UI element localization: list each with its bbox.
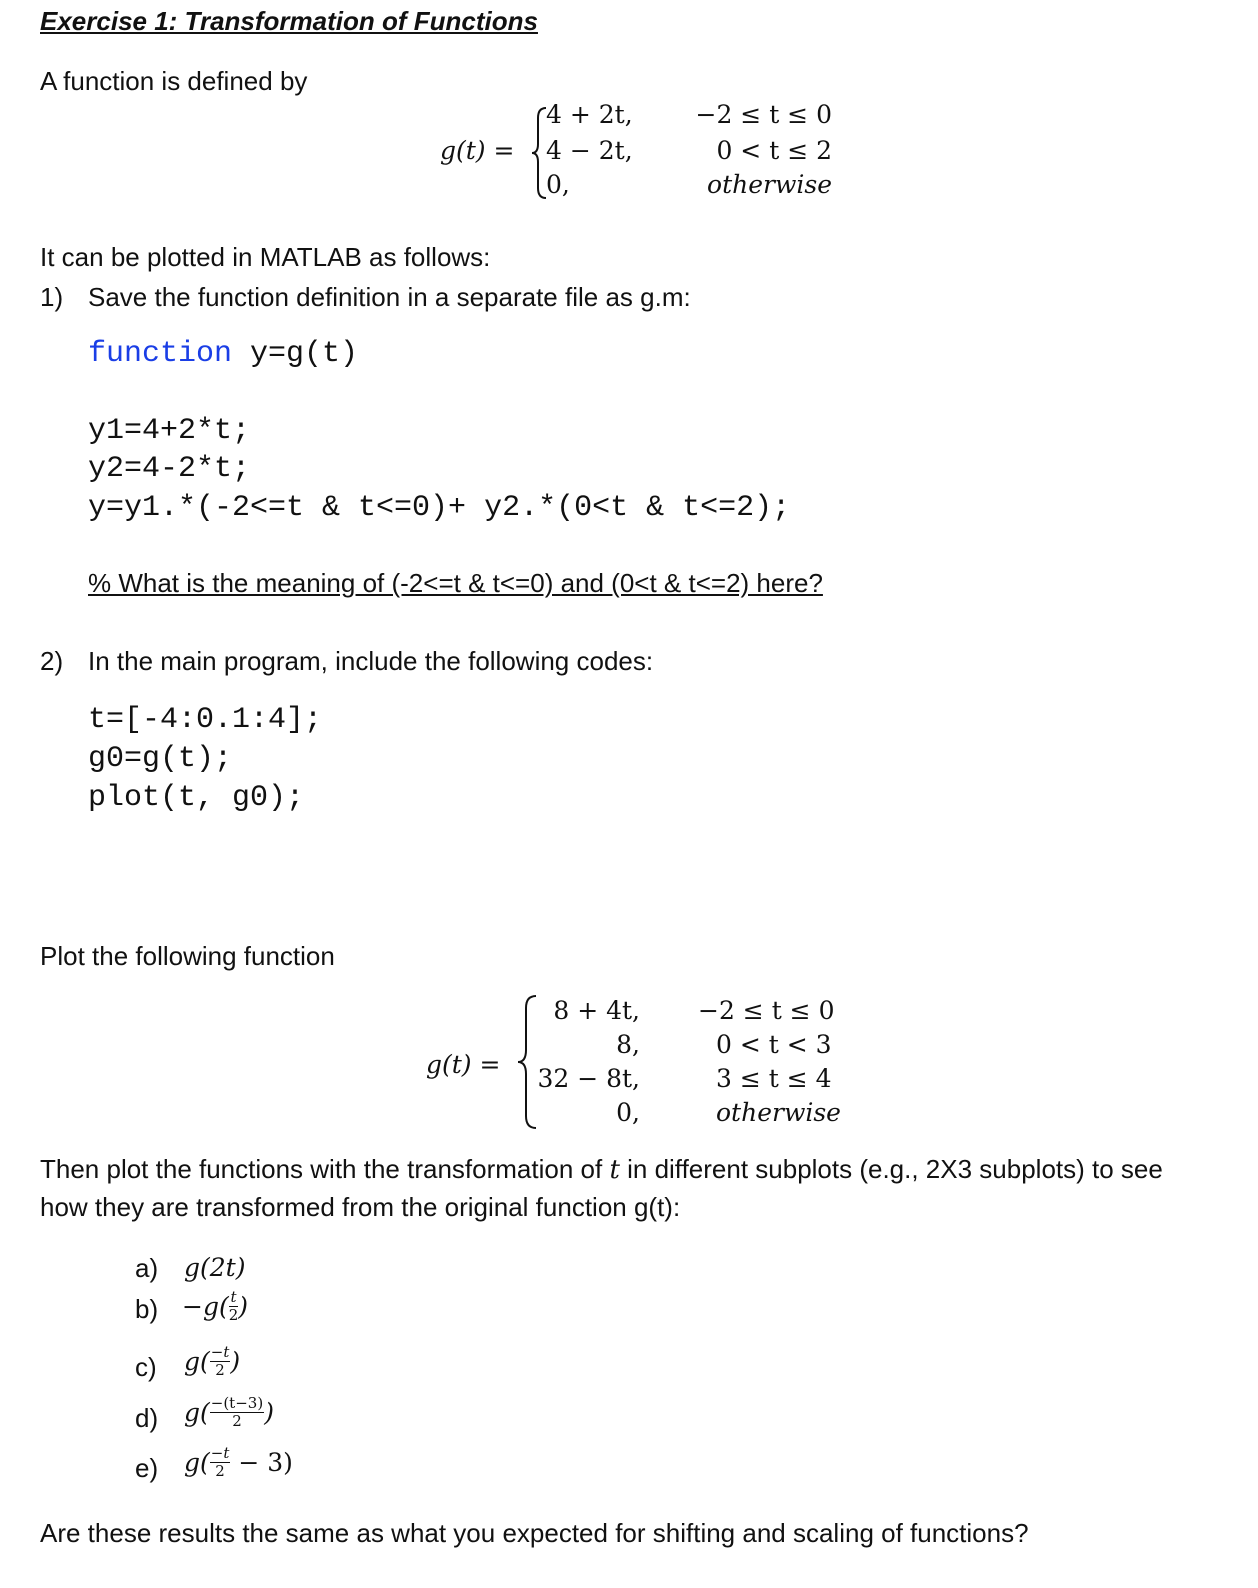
item-a-label: a) bbox=[135, 1253, 159, 1283]
item-b-expr bbox=[182, 1290, 248, 1323]
intro-text: A function is defined by bbox=[40, 66, 308, 96]
page-title: Exercise 1: Transformation of Functions bbox=[40, 6, 538, 36]
eq2-case-4-cond: otherwise bbox=[716, 1098, 841, 1127]
code-line-y2: y2=4-2*t; bbox=[88, 452, 251, 486]
step-1-number: 1) bbox=[40, 282, 64, 312]
item-e-label: e) bbox=[135, 1453, 159, 1483]
item-a-expr: g(2t) bbox=[184, 1253, 246, 1282]
step-2-text: In the main program, include the following codes: bbox=[88, 646, 654, 676]
code-line-y1: y1=4+2*t; bbox=[88, 414, 251, 448]
item-c-expr bbox=[184, 1345, 240, 1378]
item-e-post: − 3) bbox=[230, 1448, 293, 1477]
item-c-post: ) bbox=[230, 1347, 241, 1376]
item-d-num: −(t−3) bbox=[210, 1394, 264, 1412]
matlab-intro: It can be plotted in MATLAB as follows: bbox=[40, 242, 491, 272]
then-text-var: t bbox=[609, 1155, 620, 1185]
code-function-line bbox=[88, 337, 358, 371]
item-d-pre: g( bbox=[184, 1398, 210, 1427]
item-e-expr bbox=[184, 1446, 293, 1479]
item-e-den: 2 bbox=[215, 1462, 225, 1480]
step-2-number: 2) bbox=[40, 646, 64, 676]
item-d-expr bbox=[184, 1396, 274, 1429]
eq2-case-1-expr: 8 + 4t, bbox=[553, 996, 640, 1025]
item-b-pre: −g( bbox=[182, 1292, 229, 1321]
eq2-case-4-expr: 0, bbox=[616, 1098, 640, 1127]
eq1-case-1-expr: 4 + 2t, bbox=[546, 100, 633, 129]
item-e-pre: g( bbox=[184, 1448, 210, 1477]
step-1-text: Save the function definition in a separate file as g.m: bbox=[88, 282, 691, 312]
item-b-label: b) bbox=[135, 1294, 159, 1324]
code-keyword-function: function bbox=[88, 337, 233, 371]
item-c-label: c) bbox=[135, 1352, 157, 1382]
item-b-post: ) bbox=[238, 1292, 249, 1321]
then-text-line-1 bbox=[40, 1154, 1163, 1185]
item-d-den: 2 bbox=[232, 1412, 242, 1430]
item-b-num: t bbox=[230, 1288, 237, 1306]
closing-question: Are these results the same as what you expected for shifting and scaling of functions? bbox=[40, 1518, 1029, 1548]
eq1-case-1-cond: −2 ≤ t ≤ 0 bbox=[695, 100, 832, 129]
eq2-case-2-cond: 0 < t < 3 bbox=[716, 1030, 832, 1059]
item-c-num: −t bbox=[210, 1343, 230, 1361]
eq1-case-2-cond: 0 < t ≤ 2 bbox=[716, 136, 832, 165]
item-b-den: 2 bbox=[228, 1306, 239, 1324]
item-e-num: −t bbox=[210, 1444, 230, 1462]
plot-intro: Plot the following function bbox=[40, 941, 335, 971]
code-comment: % What is the meaning of (-2<=t & t<=0) and (0<t & t<=2) here? bbox=[88, 568, 823, 598]
then-text-post: in different subplots (e.g., 2X3 subplots) to see bbox=[619, 1154, 1163, 1184]
code2-line-3: plot(t, g0); bbox=[88, 781, 305, 815]
eq2-case-2-expr: 8, bbox=[616, 1030, 640, 1059]
then-text-pre: Then plot the functions with the transformation of bbox=[40, 1154, 610, 1184]
code2-line-2: g0=g(t); bbox=[88, 742, 233, 776]
eq1-case-3-cond: otherwise bbox=[707, 170, 832, 199]
eq1-lhs: g(t) = bbox=[440, 136, 515, 165]
code2-line-1: t=[-4:0.1:4]; bbox=[88, 703, 323, 737]
item-c-den: 2 bbox=[215, 1361, 225, 1379]
code-signature: y=g(t) bbox=[232, 337, 359, 371]
eq2-case-3-cond: 3 ≤ t ≤ 4 bbox=[716, 1064, 832, 1093]
item-c-pre: g( bbox=[184, 1347, 210, 1376]
eq2-case-1-cond: −2 ≤ t ≤ 0 bbox=[698, 996, 835, 1025]
eq1-case-2-expr: 4 − 2t, bbox=[546, 136, 633, 165]
item-d-label: d) bbox=[135, 1403, 159, 1433]
eq1-case-3-expr: 0, bbox=[546, 170, 570, 199]
item-d-post: ) bbox=[264, 1398, 274, 1427]
code-line-y: y=y1.*(-2<=t & t<=0)+ y2.*(0<t & t<=2); bbox=[88, 491, 791, 525]
eq2-lhs: g(t) = bbox=[426, 1050, 501, 1079]
eq2-case-3-expr: 32 − 8t, bbox=[537, 1064, 640, 1093]
then-text-line-2: how they are transformed from the original function g(t): bbox=[40, 1192, 681, 1222]
